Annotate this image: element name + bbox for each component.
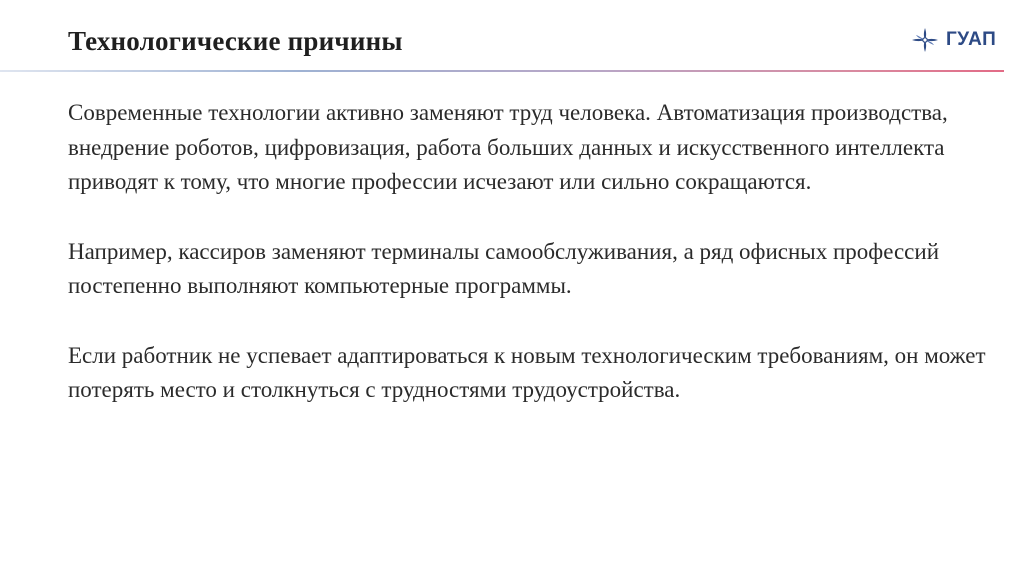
guap-logo-icon — [910, 26, 940, 54]
slide-body — [68, 96, 988, 408]
guap-logo-text: ГУАП — [946, 29, 997, 50]
guap-logo — [910, 26, 1010, 54]
paragraph-adaptation: Если работник не успевает адаптироваться к новым технологическим требованиям, он может потерять место и столкнуться с трудностями трудоустройства. — [68, 342, 986, 402]
paragraph-technology: Современные технологии активно заменяют труд человека. Автоматизация производства, внедрение роботов, цифровизация, работа больших данных и искусственного интеллекта приводят к тому, что многие профессии исчезают или сильно сокращаются. — [68, 100, 948, 194]
paragraph-example: Например, кассиров заменяют терминалы самообслуживания, а ряд офисных профессий постепенно выполняют компьютерные программы. — [68, 238, 940, 298]
slide-title: Технологические причины — [68, 26, 403, 56]
header-divider — [0, 70, 1004, 72]
